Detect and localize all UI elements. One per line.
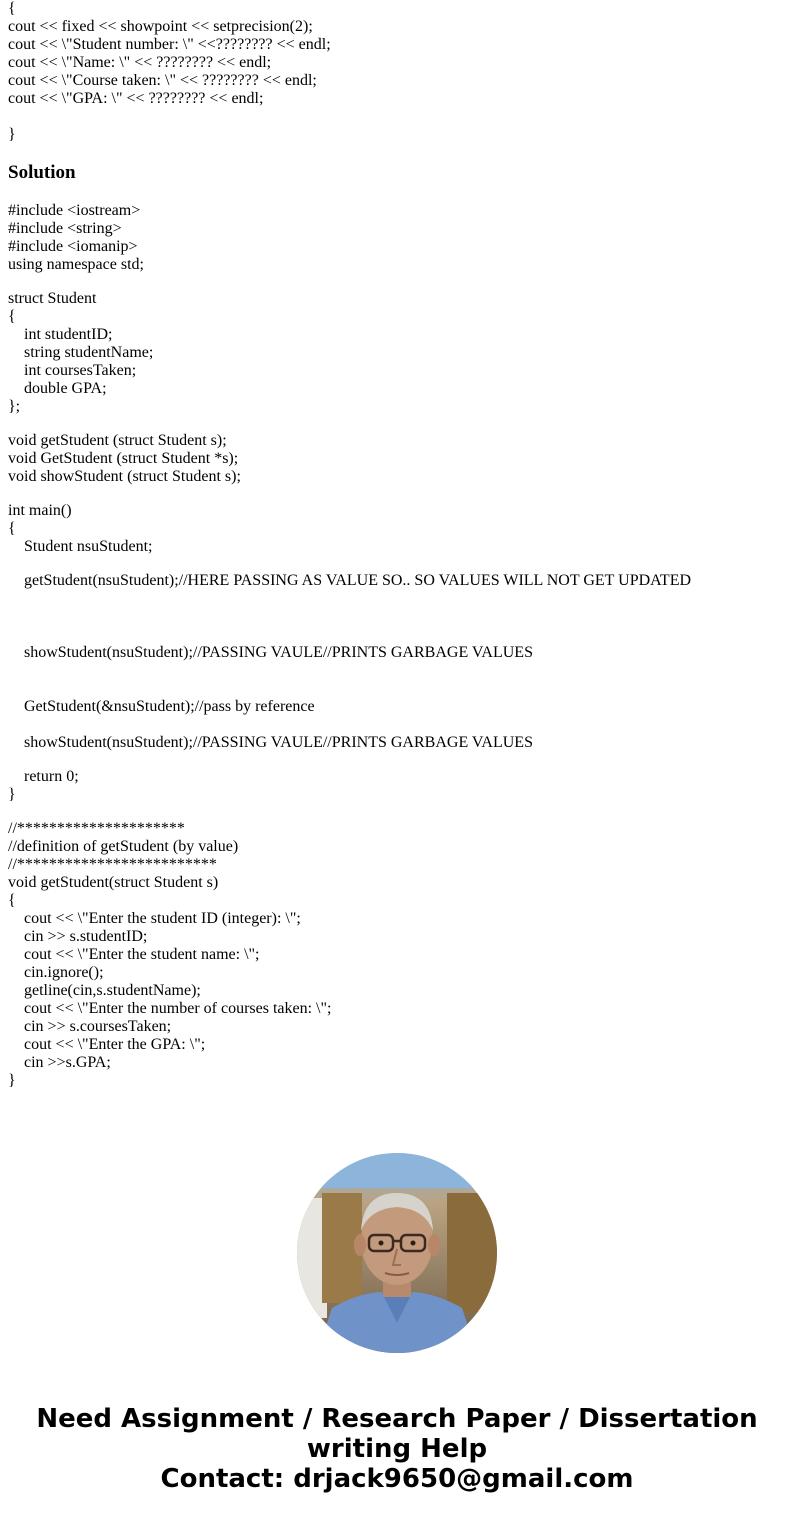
main-call-3: [8, 698, 788, 716]
code-line: showStudent(nsuStudent);//PASSING VAULE//PRINTS GARBAGE VALUES: [24, 734, 533, 751]
code-line: struct Student: [8, 290, 97, 307]
code-line: void getStudent(struct Student s): [8, 874, 219, 891]
code-line: cout << \"Student number: \" <<???????? << endl;: [8, 36, 331, 53]
footer-contact-email: Contact: drjack9650@gmail.com: [160, 1464, 634, 1494]
code-line: GetStudent(&nsuStudent);//pass by reference: [24, 698, 315, 715]
code-line: {: [8, 520, 16, 537]
code-line: };: [8, 398, 21, 415]
question-code: [8, 0, 788, 144]
code-line: Student nsuStudent;: [24, 538, 153, 555]
code-line: {: [8, 308, 16, 325]
code-line: cout << \"Enter the student ID (integer): \";: [24, 910, 301, 927]
function-prototypes: [8, 432, 788, 486]
code-line: cout << \"Course taken: \" << ???????? << endl;: [8, 72, 317, 89]
code-line: cout << \"Enter the number of courses taken: \";: [24, 1000, 332, 1017]
code-line: cout << \"Name: \" << ???????? << endl;: [8, 54, 272, 71]
code-line: cin >>s.GPA;: [24, 1054, 111, 1071]
code-line: [8, 108, 788, 126]
solution-heading: Solution: [8, 162, 76, 183]
code-line: cout << \"GPA: \" << ???????? << endl;: [8, 90, 264, 107]
main-call-1: [8, 572, 788, 590]
getstudent-definition: [8, 820, 788, 1090]
code-line: string studentName;: [24, 344, 154, 361]
code-line: int studentID;: [24, 326, 113, 343]
code-line: void showStudent (struct Student s);: [8, 468, 241, 485]
code-line: }: [8, 786, 16, 803]
code-line: double GPA;: [24, 380, 107, 397]
code-line: int coursesTaken;: [24, 362, 137, 379]
author-avatar: [297, 1153, 497, 1353]
main-decl: [8, 538, 788, 556]
code-line: void GetStudent (struct Student *s);: [8, 450, 239, 467]
code-line: showStudent(nsuStudent);//PASSING VAULE//PRINTS GARBAGE VALUES: [24, 644, 533, 661]
solution-includes: [8, 202, 788, 274]
code-line: getline(cin,s.studentName);: [24, 982, 201, 999]
code-line: }: [8, 1072, 16, 1089]
main-call-4: [8, 734, 788, 752]
code-line: return 0;: [24, 768, 79, 785]
code-line: int main(): [8, 502, 72, 519]
code-line: cin.ignore();: [24, 964, 104, 981]
code-line: cout << \"Enter the GPA: \";: [24, 1036, 206, 1053]
code-line: cin >> s.studentID;: [24, 928, 148, 945]
author-photo-icon: [297, 1153, 497, 1353]
code-line: using namespace std;: [8, 256, 144, 273]
code-line: cin >> s.coursesTaken;: [24, 1018, 172, 1035]
struct-definition: [8, 290, 788, 416]
code-line: //*********************: [8, 820, 185, 837]
code-line: #include <string>: [8, 220, 122, 237]
code-line: getStudent(nsuStudent);//HERE PASSING AS VALUE SO.. SO VALUES WILL NOT GET UPDATED: [24, 572, 692, 589]
code-line: cout << fixed << showpoint << setprecision(2);: [8, 18, 313, 35]
code-line: #include <iostream>: [8, 202, 141, 219]
code-line: //*************************: [8, 856, 217, 873]
code-line: void getStudent (struct Student s);: [8, 432, 227, 449]
footer-line-1: Need Assignment / Research Paper / Dissertation: [36, 1404, 758, 1434]
main-signature-block: [8, 502, 788, 538]
code-line: {: [8, 892, 16, 909]
code-line: #include <iomanip>: [8, 238, 138, 255]
main-call-2: [8, 644, 788, 662]
main-return: [8, 768, 788, 804]
contact-footer: [0, 1404, 794, 1494]
code-line: //definition of getStudent (by value): [8, 838, 239, 855]
footer-line-2: writing Help: [306, 1434, 488, 1464]
code-line: }: [8, 126, 16, 143]
code-line: cout << \"Enter the student name: \";: [24, 946, 260, 963]
code-line: {: [8, 0, 16, 17]
